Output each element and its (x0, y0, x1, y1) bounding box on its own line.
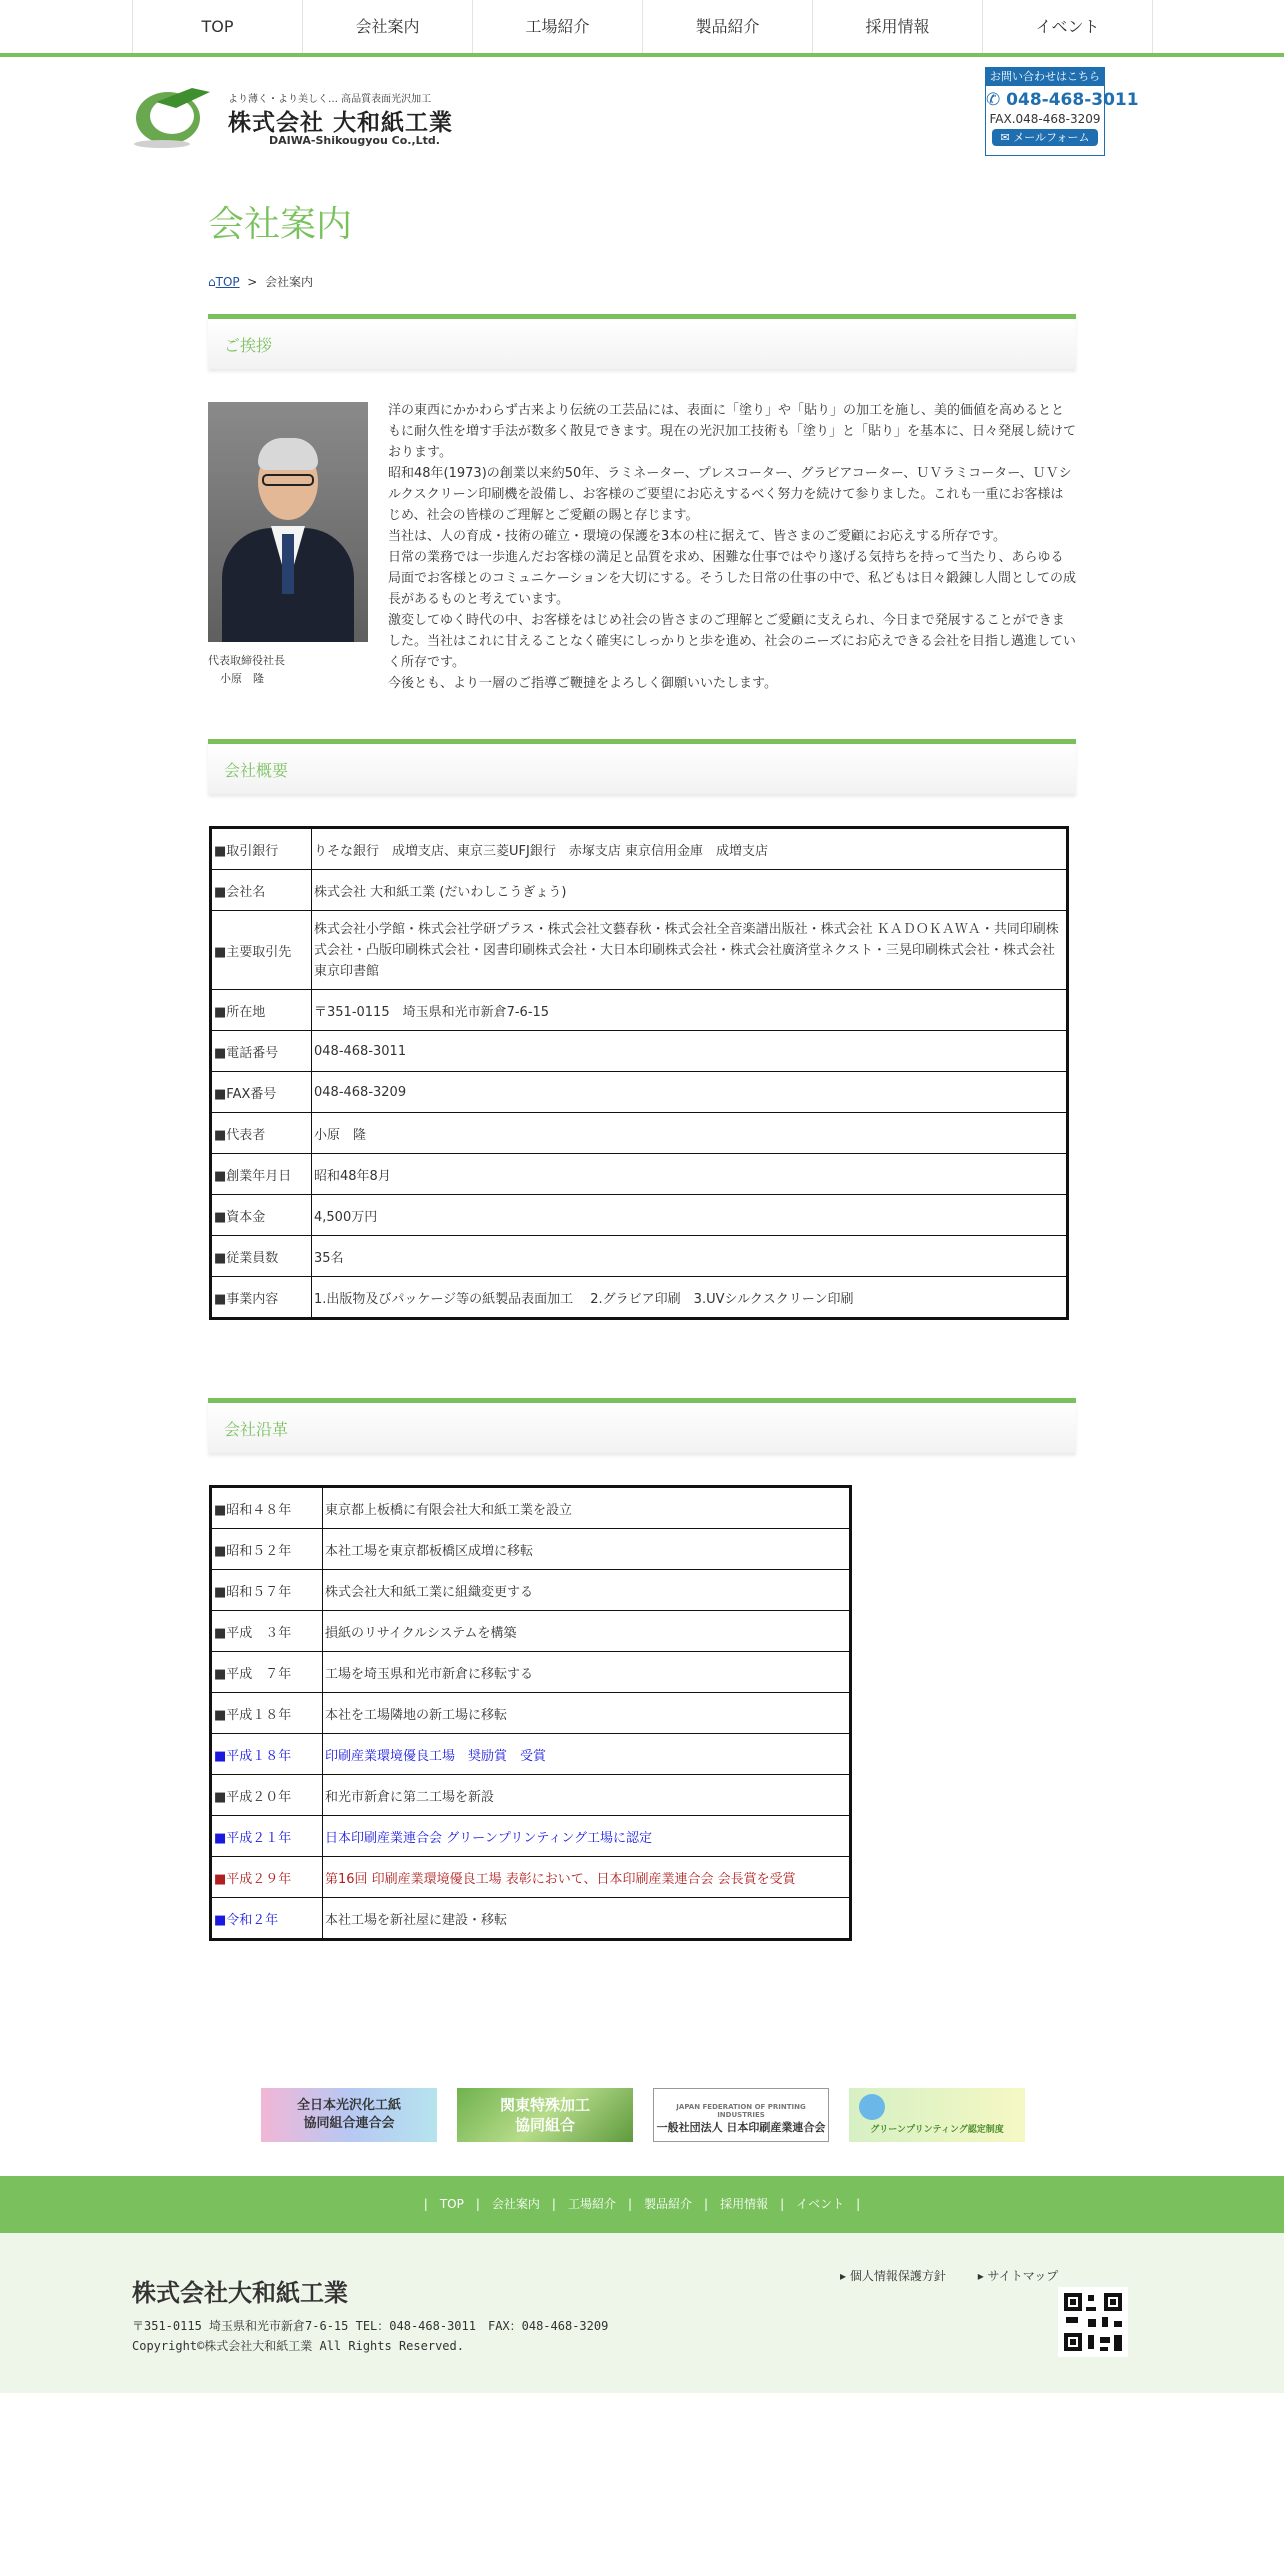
nav-item-recruit[interactable]: 採用情報 (813, 0, 983, 53)
top-navigation (0, 0, 1284, 57)
row-value: 4,500万円 (312, 1195, 1068, 1236)
row-value: 印刷産業環境優良工場 奨励賞 受賞 (323, 1734, 851, 1775)
footer-link-top[interactable]: TOP (439, 2197, 464, 2211)
banner-kotaku-federation[interactable] (261, 2088, 437, 2142)
footer-link-recruit[interactable]: 採用情報 (720, 2197, 769, 2211)
footer-link-factory[interactable]: 工場紹介 (567, 2197, 616, 2211)
history-table (209, 1485, 852, 1941)
row-value: 〒351-0115 埼玉県和光市新倉7-6-15 (312, 990, 1068, 1031)
banner-line: 関東特殊加工 (499, 2096, 590, 2114)
table-row (211, 911, 1068, 990)
banner-green-printing[interactable] (849, 2088, 1025, 2142)
row-value: 小原 隆 (312, 1113, 1068, 1154)
footer-link-events[interactable]: イベント (796, 2197, 845, 2211)
table-row (211, 1154, 1068, 1195)
table-row (211, 1570, 851, 1611)
row-value: 本社工場を新社屋に建設・移転 (323, 1898, 851, 1940)
overview-section-header (208, 739, 1076, 794)
row-label: ■資本金 (211, 1195, 312, 1236)
overview-heading: 会社概要 (224, 761, 289, 780)
sitemap-link[interactable]: ▸ サイトマップ (977, 2269, 1059, 2283)
banner-kanto-association[interactable] (457, 2088, 633, 2142)
banner-line: 協同組合連合会 (303, 2116, 395, 2131)
greeting-heading: ご挨拶 (224, 336, 273, 355)
president-title: 代表取締役社長 (208, 654, 285, 667)
president-name: 小原 隆 (220, 672, 264, 685)
table-row (211, 1236, 1068, 1277)
greeting-section-header (208, 314, 1076, 369)
banner-jfpi[interactable] (653, 2088, 829, 2142)
green-printing-mascot-icon (859, 2094, 885, 2120)
table-row (211, 1652, 851, 1693)
footer-link-bar: | TOP | 会社案内 | 工場紹介 | 製品紹介 | 採用情報 | イベント | (0, 2176, 1284, 2233)
row-value: 株式会社小学館・株式会社学研プラス・株式会社文藝春秋・株式会社全音楽譜出版社・株式会社 ＫＡＤＯＫＡＷＡ・共同印刷株式会社・凸版印刷株式会社・図書印刷株式会社・大日本印刷株式会社・株式会社廣済堂ネクスト・三晃印刷株式会社・株式会社東京印書館 (312, 911, 1068, 990)
footer-address: 〒351-0115 埼玉県和光市新倉7-6-15 TEL：048-468-3011 FAX：048-468-3209 (132, 2319, 609, 2333)
table-row (211, 1898, 851, 1940)
banner-text: グリーンプリンティング認定制度 (870, 2125, 1004, 2135)
banner-line: 全日本光沢化工紙 (296, 2098, 401, 2113)
row-value: 東京都上板橋に有限会社大和紙工業を設立 (323, 1487, 851, 1529)
table-row (211, 1734, 851, 1775)
logo-tagline: より薄く・より美しく… 高品質表面光沢加工 (228, 94, 432, 105)
banner-main-text: 一般社団法人 日本印刷産業連合会 (656, 2121, 826, 2134)
nav-item-products[interactable]: 製品紹介 (643, 0, 813, 53)
row-value: 本社工場を東京都板橋区成増に移転 (323, 1529, 851, 1570)
contact-tel[interactable] (986, 90, 1139, 110)
nav-item-top[interactable]: TOP (133, 0, 303, 53)
greeting-paragraph: 当社は、人の育成・技術の確立・環境の保護を3本の柱に据えて、皆さまのご愛顧にお応えする所存です。 (388, 529, 1006, 544)
row-value: 和光市新倉に第二工場を新設 (323, 1775, 851, 1816)
banner-line: 協同組合 (514, 2116, 575, 2134)
row-value: 1.出版物及びパッケージ等の紙製品表面加工 2.グラビア印刷 3.UVシルクスクリーン印刷 (312, 1277, 1068, 1319)
row-value: 日本印刷産業連合会 グリーンプリンティング工場に認定 (323, 1816, 851, 1857)
row-label: ■平成２９年 (211, 1857, 323, 1898)
row-label: ■令和２年 (211, 1898, 323, 1940)
row-label: ■平成１８年 (211, 1693, 323, 1734)
mail-form-button[interactable] (992, 129, 1098, 146)
logo-company-name: 株式会社 大和紙工業 (228, 110, 454, 136)
table-row (211, 1072, 1068, 1113)
row-label: ■FAX番号 (211, 1072, 312, 1113)
table-row (211, 1816, 851, 1857)
footer-company-name: 株式会社大和紙工業 (132, 2279, 348, 2307)
row-label: ■平成 ７年 (211, 1652, 323, 1693)
table-row (211, 1693, 851, 1734)
page-title: 会社案内 (208, 204, 353, 245)
row-value: 本社を工場隣地の新工場に移転 (323, 1693, 851, 1734)
breadcrumb-current: 会社案内 (264, 275, 313, 289)
nav-item-events[interactable]: イベント (983, 0, 1153, 53)
row-label: ■代表者 (211, 1113, 312, 1154)
row-value: 損紙のリサイクルシステムを構築 (323, 1611, 851, 1652)
president-photo (208, 402, 368, 642)
breadcrumb (208, 273, 313, 290)
nav-item-company[interactable]: 会社案内 (303, 0, 473, 53)
nav-item-factory[interactable]: 工場紹介 (473, 0, 643, 53)
table-row (211, 1031, 1068, 1072)
privacy-policy-link[interactable]: ▸ 個人情報保護方針 (840, 2269, 946, 2283)
greeting-paragraph: 今後とも、より一層のご指導ご鞭撻をよろしく御願いいたします。 (388, 676, 777, 691)
contact-heading: お問い合わせはこちら (986, 68, 1104, 86)
breadcrumb-home-link[interactable]: TOP (215, 275, 240, 289)
table-row (211, 1195, 1068, 1236)
footer-policy-links (840, 2267, 1086, 2284)
table-row (211, 1611, 851, 1652)
overview-table (209, 826, 1069, 1320)
row-value: 昭和48年8月 (312, 1154, 1068, 1195)
footer-copyright: Copyright©株式会社大和紙工業 All Rights Reserved. (132, 2339, 464, 2353)
qr-code-icon (1058, 2287, 1128, 2357)
mail-icon: ✉ (1000, 131, 1010, 144)
greeting-paragraph: 洋の東西にかかわらず古来より伝統の工芸品には、表面に「塗り」や「貼り」の加工を施し、美的価値を高めるとともに耐久性を増す手法が数多く散見できます。現在の光沢加工技術も「塗り」と「貼り」を基本に、日々発展し続けております。 (388, 403, 1076, 460)
logo-mark-icon (132, 78, 224, 152)
greeting-paragraph: 日常の業務では一歩進んだお客様の満足と品質を求め、困難な仕事ではやり遂げる気持ちを持って当たり、あらゆる局面でお客様とのコミュニケーションを大切にする。そうした日常の仕事の中で、私どもは日々鍛錬し人間としての成長があるものと考えています。 (388, 550, 1076, 607)
row-value: 株式会社 大和紙工業 (だいわしこうぎょう) (312, 870, 1068, 911)
logo-english-name: DAIWA-Shikougyou Co.,Ltd. (269, 134, 440, 147)
footer (0, 2233, 1284, 2393)
row-value: 048-468-3209 (312, 1072, 1068, 1113)
row-label: ■所在地 (211, 990, 312, 1031)
footer-link-products[interactable]: 製品紹介 (644, 2197, 693, 2211)
table-row (211, 828, 1068, 870)
history-section-header (208, 1398, 1076, 1453)
phone-icon: ✆ (986, 90, 1001, 110)
row-label: ■創業年月日 (211, 1154, 312, 1195)
privacy-policy-label: 個人情報保護方針 (849, 2269, 946, 2283)
table-row (211, 1113, 1068, 1154)
row-label: ■平成１８年 (211, 1734, 323, 1775)
row-value: 35名 (312, 1236, 1068, 1277)
table-row (211, 990, 1068, 1031)
table-row (211, 1775, 851, 1816)
row-label: ■平成２０年 (211, 1775, 323, 1816)
president-caption (208, 652, 285, 688)
greeting-text (388, 400, 1076, 694)
row-value: 株式会社大和紙工業に組織変更する (323, 1570, 851, 1611)
footer-link-company[interactable]: 会社案内 (491, 2197, 540, 2211)
greeting-paragraph: 激変してゆく時代の中、お客様をはじめ社会の皆さまのご理解とご愛顧に支えられ、今日まで発展することができました。当社はこれに甘えることなく確実にしっかりと歩を進め、社会のニーズにお応えできる会社を目指し邁進していく所存です。 (388, 613, 1076, 670)
row-value: 048-468-3011 (312, 1031, 1068, 1072)
table-row (211, 1529, 851, 1570)
contact-fax: FAX.048-468-3209 (989, 112, 1101, 126)
row-label: ■事業内容 (211, 1277, 312, 1319)
row-label: ■昭和５７年 (211, 1570, 323, 1611)
row-value: 第16回 印刷産業環境優良工場 表彰において、日本印刷産業連合会 会長賞を受賞 (323, 1857, 851, 1898)
table-row (211, 870, 1068, 911)
history-heading: 会社沿革 (224, 1420, 289, 1439)
table-row (211, 1857, 851, 1898)
row-label: ■取引銀行 (211, 828, 312, 870)
row-label: ■会社名 (211, 870, 312, 911)
home-icon: ⌂ (208, 275, 216, 289)
row-label: ■主要取引先 (211, 911, 312, 990)
mail-form-label: メールフォーム (1013, 131, 1090, 144)
row-label: ■電話番号 (211, 1031, 312, 1072)
row-label: ■平成２１年 (211, 1816, 323, 1857)
sitemap-label: サイトマップ (987, 2269, 1059, 2283)
partner-banners (261, 2088, 1026, 2142)
row-label: ■昭和５２年 (211, 1529, 323, 1570)
site-logo[interactable] (132, 78, 454, 152)
row-label: ■昭和４８年 (211, 1487, 323, 1529)
table-row (211, 1277, 1068, 1319)
row-value: 工場を埼玉県和光市新倉に移転する (323, 1652, 851, 1693)
row-label: ■平成 ３年 (211, 1611, 323, 1652)
row-label: ■従業員数 (211, 1236, 312, 1277)
contact-tel-number: 048-468-3011 (1006, 90, 1139, 110)
row-value: りそな銀行 成増支店、東京三菱UFJ銀行 赤塚支店 東京信用金庫 成増支店 (312, 828, 1068, 870)
table-row (211, 1487, 851, 1529)
contact-box[interactable] (985, 67, 1139, 156)
greeting-paragraph: 昭和48年(1973)の創業以来約50年、ラミネーター、プレスコーター、グラビアコーター、ＵＶラミコーター、ＵＶシルクスクリーン印刷機を設備し、お客様のご要望にお応えするべく努力を続けて参りました。これも一重にお客様はじめ、社会の皆様のご理解とご愛顧の賜と存じます。 (388, 466, 1072, 523)
breadcrumb-separator: > (247, 275, 258, 289)
banner-small-text: JAPAN FEDERATION OF PRINTING INDUSTRIES (676, 2103, 806, 2119)
